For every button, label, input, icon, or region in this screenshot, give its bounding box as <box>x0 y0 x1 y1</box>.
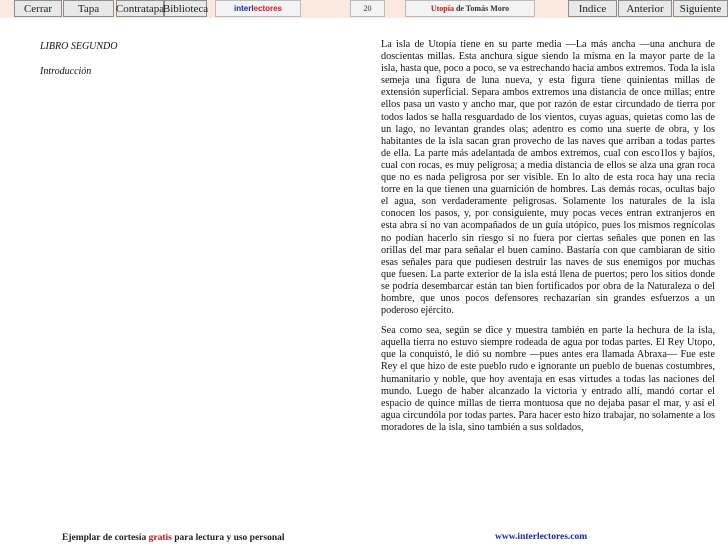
paragraph: La isla de Utopía tiene en su parte media —La más ancha —una anchura de doscientas millas. Esta anchura sigue siendo la misma en la mayor parte de la isla, hasta que, poco a poco, se va estrechando hacia ambos extremos. Toda la isla semeja una figura de luna nueva, y esta figura tiene quinientas millas de extensión superficial. Separa ambos extremos una distancia de once millas; entre ellos pasa un vasto y ancho mar, que por razón de estar circundado de tierra por todos lados se halla resguardado de los vientos, cuyas aguas, quietas como las de un lago, no levantan grandes olas; adentro es como una suerte de obra, y los habitantes de la isla sacan gran provecho de las naves que arriban a todas partes de ella. La parte más adelantada de ambos extremos, cual con esco1los y bajíos, cual con rocas, es muy peligrosa; a media distancia de ellos se alza una gran roca que no es nada peligrosa por ser visible. En lo alto de esta roca hay una recia torre en la que tienen una guarnición de hombres. Las demás rocas, ocultas bajo el agua, son verdaderamente peligrosas. Solamente los naturales de la isla conocen los pasos, y, por consiguiente, muy pocas veces entran extranjeros en esta abra si no van acompañados de un guía utópico, pues los mismos regnícolas no podían hacerlo sin riesgo si no fuera por ciertas señales que ponen en las orillas del mar para señalar el buen camino. Bastaría con que cambiaran de sitio esas señales para que pudiesen destruir las naves de sus enemigos por muchas que fuesen. La parte exterior de la isla está llena de puertos; pero los sitios donde se podría desembarcar están tan bien fortificados por obra de la Naturaleza o del hombre, que unos pocos defensores rechazarían sin grandes esfuerzos a un poderoso ejército. <box>381 39 715 317</box>
book-part-heading: LIBRO SEGUNDO <box>40 41 118 52</box>
book-title-banner <box>405 0 535 17</box>
paragraph: Sea como sea, según se dice y muestra también en parte la hechura de la isla, aquella tierra no estuvo siempre rodeada de agua por todas partes. El Rey Utopo, que la conquistó, le dió su nombre —pues antes era llamada Abraxa— Fue este Rey el que hizo de este pueblo rudo e ignorante un pueblo de buenas costumbres, humanitario y noble, que hoy aventaja en esas virtudes a todas las naciones del mundo. Luego de haber alcanzado la victoria y entrado allí, mandó cortar el espacio de quince millas de tierra montuosa que no dejaba pasar el mar, y así el agua circundóla por todas partes. Para hacer esto hizo trabajar, no solamente a los moradores de la isla, sino también a sus soldados, <box>381 325 715 433</box>
courtesy-prefix: Ejemplar de cortesía <box>62 533 149 543</box>
biblioteca-button[interactable]: Biblioteca <box>164 0 207 17</box>
anterior-button[interactable]: Anterior <box>618 0 672 17</box>
brand-lectores-text: ectores <box>253 4 283 13</box>
section-title: Introducción <box>40 66 92 77</box>
right-page <box>364 18 728 530</box>
contratapa-button[interactable]: Contratapa <box>116 0 164 17</box>
siguiente-button[interactable]: Siguiente <box>673 0 728 17</box>
courtesy-suffix: para lectura y uso personal <box>171 533 285 543</box>
top-toolbar <box>0 0 728 18</box>
book-title: Utopía <box>430 4 454 13</box>
courtesy-footer <box>62 533 285 543</box>
tapa-button[interactable]: Tapa <box>63 0 114 17</box>
left-page <box>0 18 364 530</box>
indice-button[interactable]: Indice <box>568 0 617 17</box>
brand-inter-text: interl <box>233 4 254 13</box>
page-number: 20 <box>350 0 385 17</box>
brand-logo <box>215 0 301 17</box>
cerrar-button[interactable]: Cerrar <box>14 0 62 17</box>
book-author: de Tomás Moro <box>455 4 510 13</box>
body-text <box>381 39 715 434</box>
gratis-highlight: gratis <box>148 533 172 543</box>
website-link[interactable]: www.interlectores.com <box>495 532 588 542</box>
